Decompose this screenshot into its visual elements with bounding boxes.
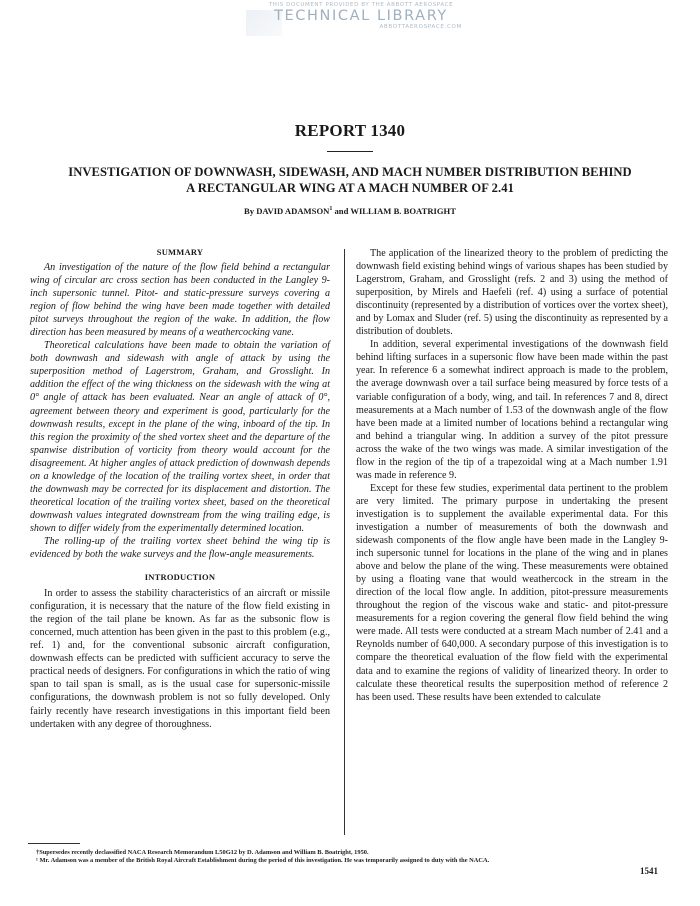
title-rule-divider (327, 151, 373, 152)
introduction-paragraph: In order to assess the stability characteristics of an aircraft or missile configuration, it is necessary that the nature of the flow field existing in the region of the tail plane be known. As far as the subsonic flow is concerned, much attention has been given in the past to this problem (e.g., ref. 1) and, for the conventional subsonic aircraft configuration, downwash effects can be predicted with sufficient accuracy to serve the practical needs of designers. For configurations in which the ratio of wing span to tail span is small, as is the usual case for supersonic-missile configurations, the downwash problem is not so fully developed. Only fairly recently have research investigations in this important field been undertaken with any degree of thoroughness. (30, 588, 330, 730)
summary-heading: SUMMARY (156, 247, 204, 257)
body-paragraph: Except for these few studies, experimental data pertinent to the problem are very limited. The primary purpose in undertaking the present investigation is to supplement the available experimental data. For this investigation a number of measurements of both the downwash and sidewash components of the flow angle have been made in the Langley 9-inch supersonic tunnel for locations in the plane of the wing and in planes above and below the plane of the wing. These measurements were obtained by using a floating vane that would weathercock in the stream in the direction of the local flow angle. In addition, pitot-pressure measurements throughout the region of the viscous wake and static- and pitot-pressure measurements for a region covering the general flow field behind the wing were made. All tests were conducted at a stream Mach number of 2.41 and a Reynolds number of 640,000. A secondary purpose of this investigation is to compare the theoretical evaluation of the flow field with the experimental data and to examine the regions of validity of linearized theory. In order to calculate these theoretical results the superposition method of reference 2 has been used. These results have been extended to calculate (356, 482, 668, 703)
watermark-title: TECHNICAL LIBRARY (274, 8, 448, 24)
column-divider (344, 249, 345, 835)
summary-paragraph: An investigation of the nature of the flow field behind a rectangular wing of circular arc cross section has been conducted in the Langley 9-inch supersonic tunnel. Pitot- and static-pressure surveys covering a region of flow behind the wing have been made together with detailed pitot surveys throughout the region of the wake. In addition, the flow direction has been measured by means of a weathercocking vane. (30, 262, 330, 339)
body-paragraph: The application of the linearized theory to the problem of predicting the downwash field existing behind wings of various shapes has been studied by Lagerstrom, Graham, and Grosslight (refs. 2 and 3) using the method of superposition, by Mirels and Haefeli (ref. 4) using a surface of potential discontinuity (represented by a distribution of vortices over the vortex sheet), and by Lomax and Sluder (ref. 5) using the discontinuity as represented by a distribution of doublets. (356, 248, 668, 338)
author-2: WILLIAM B. BOATRIGHT (350, 206, 456, 216)
left-column (30, 246, 330, 731)
byline-prefix: By (244, 206, 255, 216)
author-1: DAVID ADAMSON (256, 206, 330, 216)
paper-title-line-1: INVESTIGATION OF DOWNWASH, SIDEWASH, AND MACH NUMBER DISTRIBUTION BEHIND (68, 165, 632, 179)
paper-title (14, 164, 686, 196)
author-1-footnote-mark: 1 (329, 206, 333, 213)
introduction-heading: INTRODUCTION (144, 572, 216, 583)
page-number: 1541 (640, 866, 658, 876)
footnote-supersedes: †Supersedes recently declassified NACA Research Memorandum L50G12 by D. Adamson and William B. Boatright, 1950. (36, 849, 369, 856)
right-column (356, 247, 668, 704)
body-paragraph: In addition, several experimental investigations of the downwash field behind lifting surfaces in a supersonic flow have been made within the past year. In reference 6 a somewhat indirect approach is made to the problem, the average downwash over a tail surface being measured by force tests of a variable configuration of a body, wing, and tail. In references 7 and 8, direct measurements at a Mach number of 1.53 of the downwash angle of the flow have been made at a limited number of locations behind a rectangular wing and behind a triangular wing. In addition a survey of the pitot pressure across the wake of the two wings was made. A similar investigation of the flow in the region of the tip of a trapezoidal wing at a Mach number 1.91 was made in reference 9. (356, 339, 668, 481)
footnote-author-affiliation: ¹ Mr. Adamson was a member of the British Royal Aircraft Establishment during the period of this investigation. He was temporarily assigned to duty with the NACA. (36, 857, 490, 865)
watermark-technical-library (246, 2, 476, 36)
byline-and: and (334, 206, 349, 216)
watermark-provided-by: THIS DOCUMENT PROVIDED BY THE ABBOTT AEROSPACE (268, 2, 454, 8)
footnotes (36, 849, 676, 866)
footnote-rule (28, 843, 80, 844)
summary-paragraph: Theoretical calculations have been made to obtain the variation of both downwash and sidewash with angle of attack by using the superposition method of Lagerstrom, Graham, and Grosslight. In addition the effect of the wing thickness on the sidewash with the wing at 0° angle of attack has been evaluated. Near an angle of attack of 0°, agreement between theory and experiment is good, particularly for the downwash results, except in the plane of the wing, inboard of the tip. In this region the proximity of the shed vortex sheet and the departure of the spanwise distribution of vorticity from theory would account for the disagreement. At higher angles of attack prediction of downwash depends on a knowledge of the location of the trailing vortex sheet, in order that the downwash may be corrected for its displacement and distortion. The theoretical location of the trailing vortex sheet, based on the theoretical downwash values integrated downstream from the wing trailing edge, is shown to differ widely from the experimentally determined location. (30, 340, 330, 534)
watermark-url: ABBOTTAEROSPACE.COM (379, 24, 462, 30)
byline (0, 206, 700, 216)
paper-title-line-2: A RECTANGULAR WING AT A MACH NUMBER OF 2.41 (186, 181, 514, 195)
summary-paragraph: The rolling-up of the trailing vortex sheet behind the wing tip is evidenced by both the wake surveys and the flow-angle measurements. (30, 535, 330, 561)
report-number: REPORT 1340 (294, 121, 406, 140)
